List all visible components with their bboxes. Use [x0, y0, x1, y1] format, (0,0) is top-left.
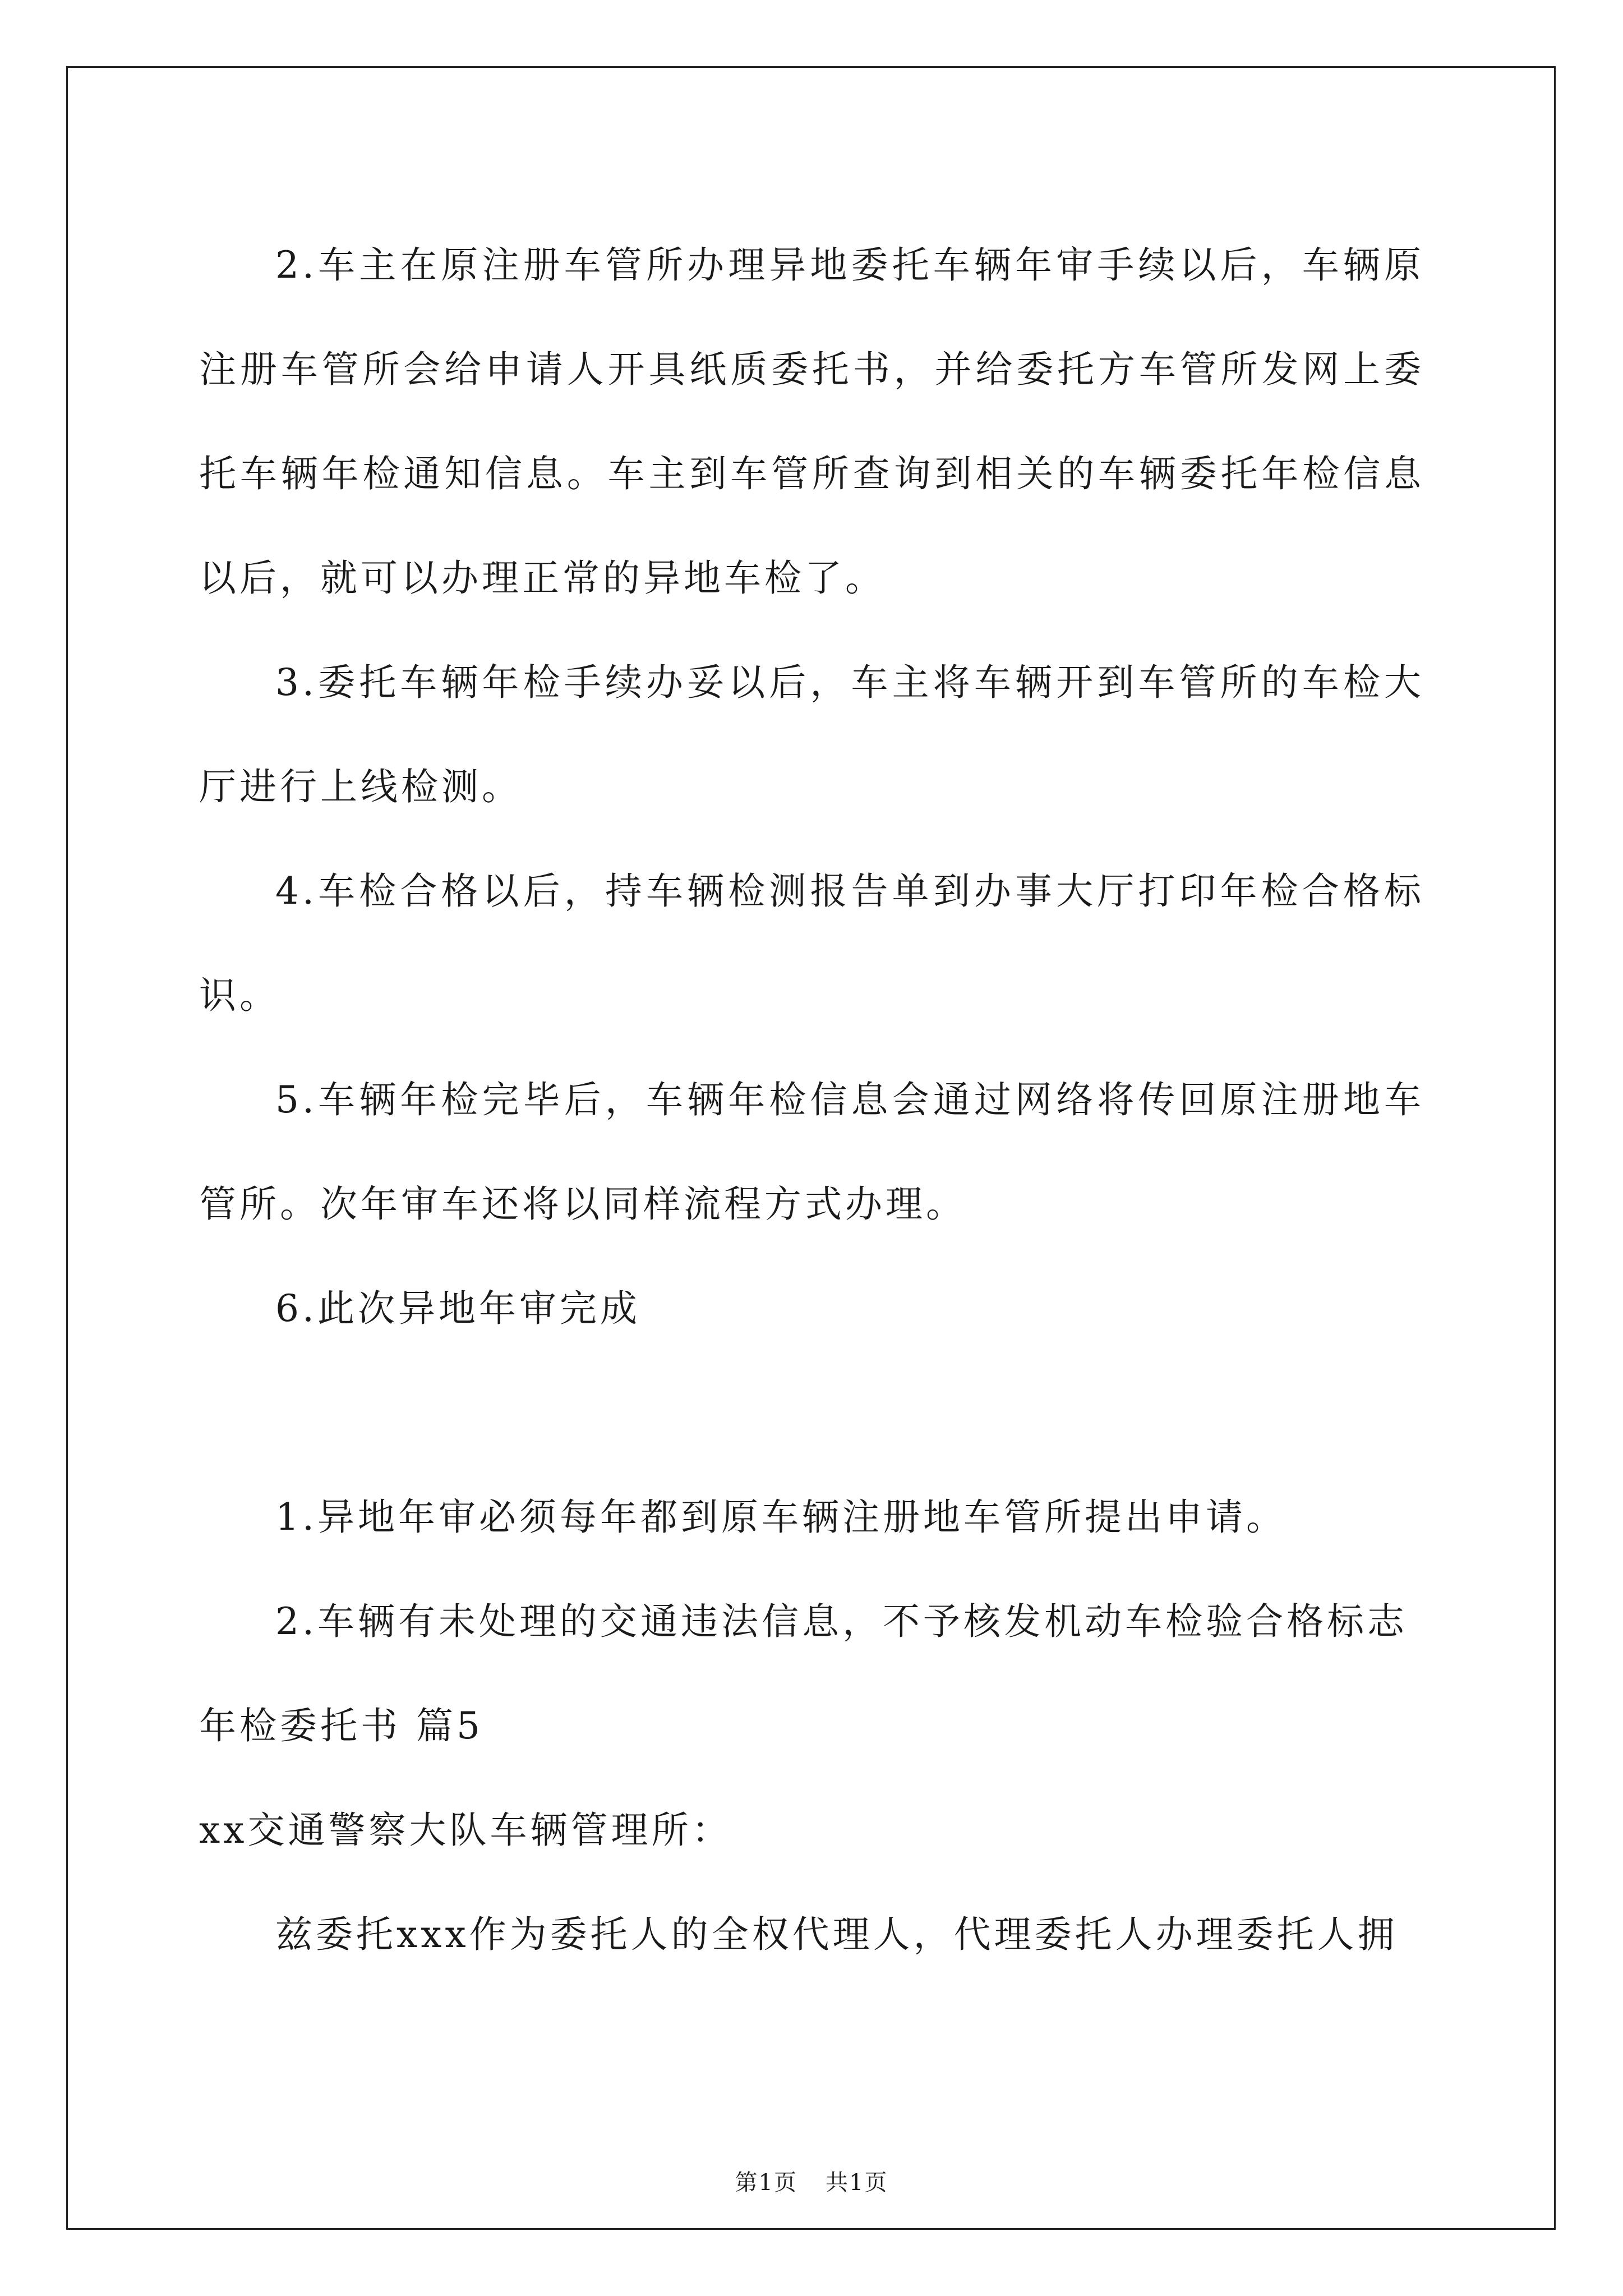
- paragraph-step-6: 6.此次异地年审完成: [275, 1287, 640, 1330]
- paragraph-step-5: 5.车辆年检完毕后，车辆年检信息会通过网络将传回原注册地车管所。次年审车还将以同样流程方式办理。: [199, 1078, 1424, 1226]
- letter-addressee: xx交通警察大队车辆管理所：: [199, 1809, 732, 1852]
- section-spacer: [199, 1361, 1424, 1465]
- letter-body: 兹委托xxx作为委托人的全权代理人，代理委托人办理委托人拥: [275, 1913, 1398, 1956]
- page-number-current: 第1页: [735, 2170, 797, 2196]
- document-body: [199, 213, 1424, 1987]
- paragraph-step-2: 2.车主在原注册车管所办理异地委托车辆年审手续以后，车辆原注册车管所会给申请人开具纸质委托书，并给委托方车管所发网上委托车辆年检通知信息。车主到车管所查询到相关的车辆委托年检信息以后，就可以办理正常的异地车检了。: [199, 243, 1424, 600]
- section-heading: 年检委托书 篇5: [199, 1704, 483, 1747]
- paragraph-step-4: 4.车检合格以后，持车辆检测报告单到办事大厅打印年检合格标识。: [199, 869, 1424, 1017]
- paragraph-step-3: 3.委托车辆年检手续办妥以后，车主将车辆开到车管所的车检大厅进行上线检测。: [199, 661, 1424, 808]
- page-number-total: 共1页: [826, 2170, 888, 2196]
- paragraph-note-1: 1.异地年审必须每年都到原车辆注册地车管所提出申请。: [275, 1496, 1287, 1539]
- paragraph-note-2: 2.车辆有未处理的交通违法信息，不予核发机动车检验合格标志: [275, 1600, 1408, 1643]
- page-footer: [0, 2169, 1623, 2197]
